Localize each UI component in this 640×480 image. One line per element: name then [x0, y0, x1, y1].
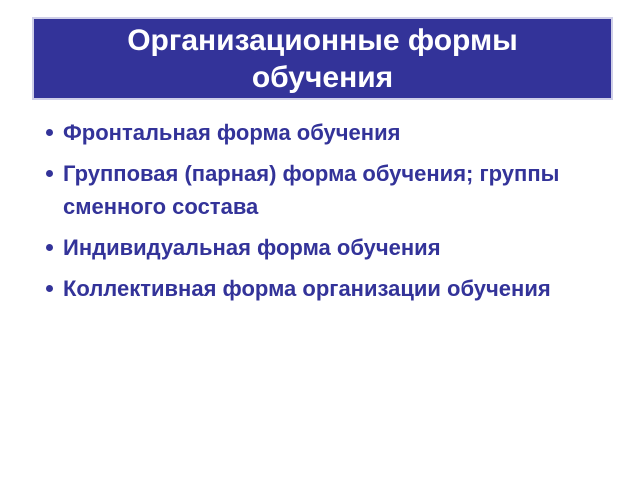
bullet-marker-icon	[46, 170, 53, 177]
slide-title-banner	[32, 17, 613, 100]
list-item-text: Коллективная форма организации обучения	[63, 276, 551, 301]
slide-body	[45, 116, 605, 313]
bullet-list	[45, 116, 605, 305]
bullet-marker-icon	[46, 285, 53, 292]
bullet-marker-icon	[46, 244, 53, 251]
bullet-marker-icon	[46, 129, 53, 136]
list-item-text: Групповая (парная) форма обучения; группы сменного состава	[63, 161, 560, 219]
list-item	[45, 272, 590, 305]
slide-title: Организационные формы обучения	[127, 23, 518, 94]
list-item	[45, 157, 590, 223]
list-item	[45, 231, 590, 264]
list-item-text: Индивидуальная форма обучения	[63, 235, 441, 260]
list-item	[45, 116, 590, 149]
list-item-text: Фронтальная форма обучения	[63, 120, 401, 145]
